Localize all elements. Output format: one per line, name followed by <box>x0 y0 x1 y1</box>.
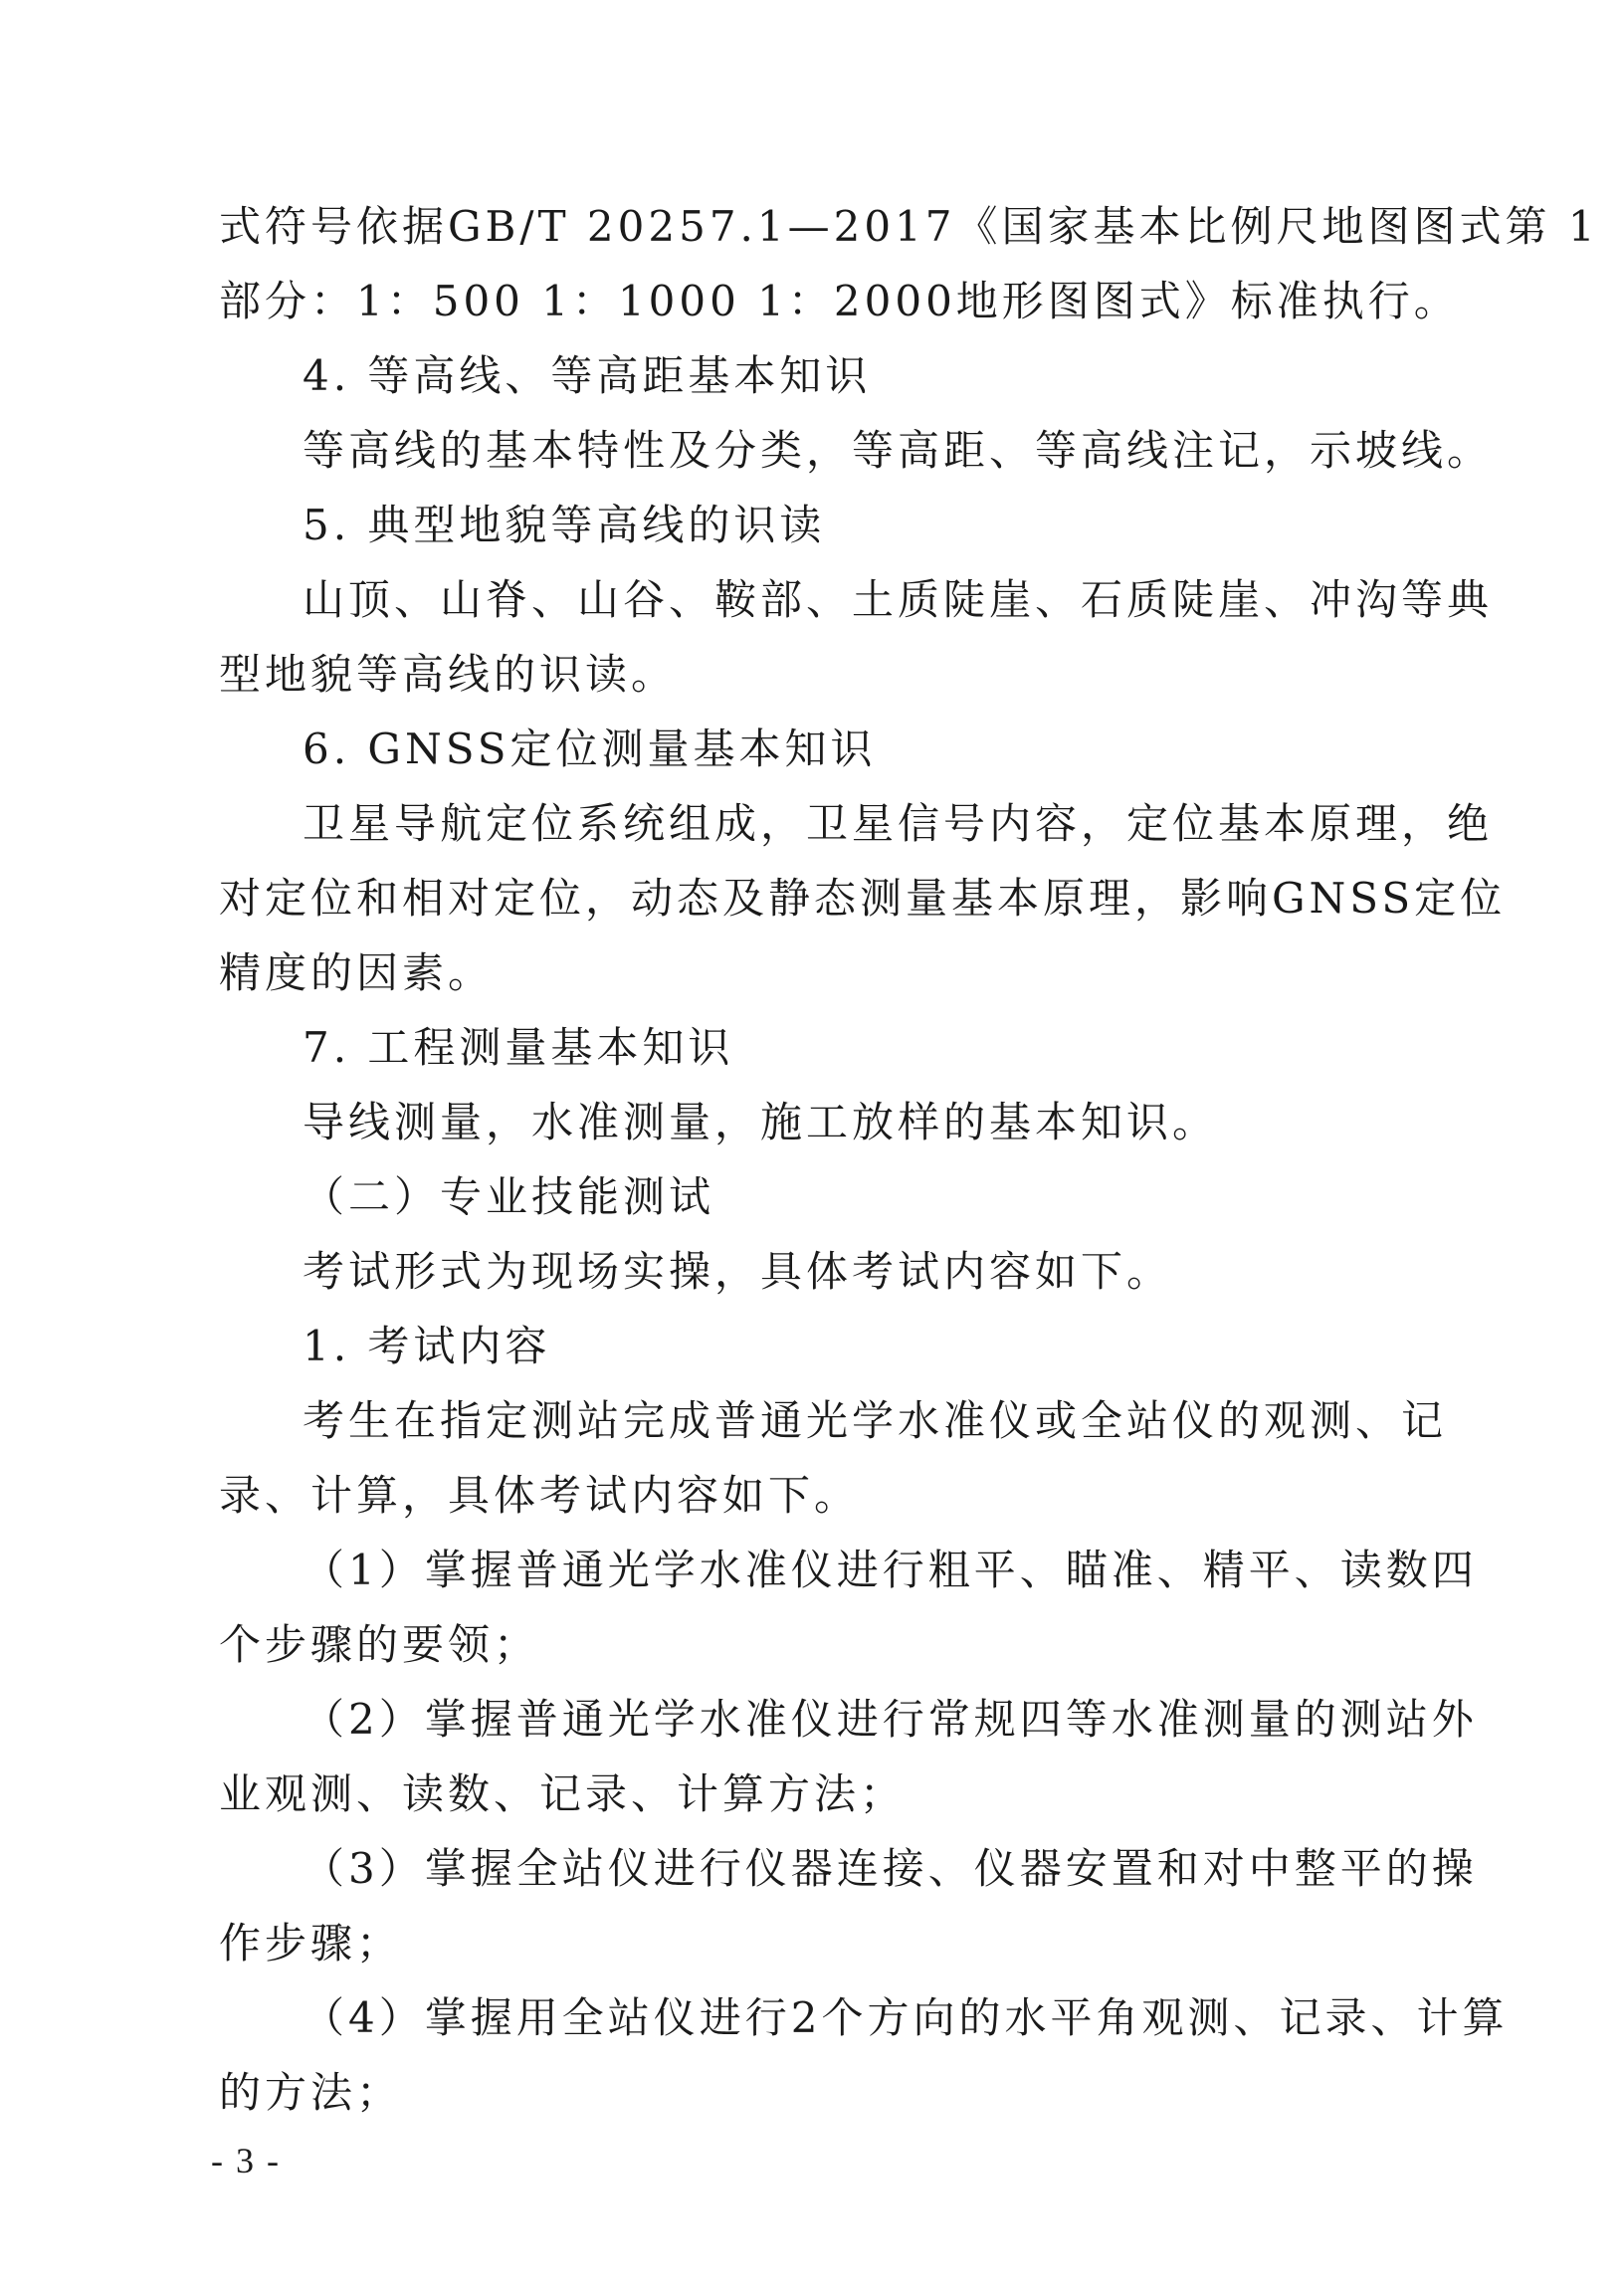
page-number: - 3 - <box>211 2141 281 2180</box>
text-line: （2）掌握普通光学水准仪进行常规四等水准测量的测站外 <box>303 1695 1478 1744</box>
text-line: （4）掌握用全站仪进行2个方向的水平角观测、记录、计算 <box>303 1993 1509 2042</box>
text-line: （二）专业技能测试 <box>303 1172 715 1221</box>
text-line: 录、计算，具体考试内容如下。 <box>219 1471 861 1520</box>
text-line: 个步骤的要领； <box>219 1620 540 1669</box>
text-line: 卫星导航定位系统组成，卫星信号内容，定位基本原理，绝 <box>303 799 1494 848</box>
text-line: 作步骤； <box>219 1919 403 1968</box>
text-line: 6. GNSS定位测量基本知识 <box>303 725 877 773</box>
text-line: 精度的因素。 <box>219 948 495 997</box>
text-line: 4. 等高线、等高距基本知识 <box>303 351 872 400</box>
text-line: 考试形式为现场实操，具体考试内容如下。 <box>303 1247 1173 1296</box>
text-line: 式符号依据GB/T 20257.1—2017《国家基本比例尺地图图式第 1 <box>219 202 1599 251</box>
text-line: 等高线的基本特性及分类，等高距、等高线注记，示坡线。 <box>303 426 1494 475</box>
text-line: 对定位和相对定位，动态及静态测量基本原理，影响GNSS定位 <box>219 874 1507 923</box>
text-line: 的方法； <box>219 2068 403 2117</box>
text-line: （1）掌握普通光学水准仪进行粗平、瞄准、精平、读数四 <box>303 1546 1478 1594</box>
text-line: 导线测量，水准测量，施工放样的基本知识。 <box>303 1098 1219 1146</box>
text-line: 考生在指定测站完成普通光学水准仪或全站仪的观测、记 <box>303 1396 1448 1445</box>
text-line: （3）掌握全站仪进行仪器连接、仪器安置和对中整平的操 <box>303 1844 1478 1893</box>
text-line: 7. 工程测量基本知识 <box>303 1023 734 1072</box>
text-line: 1. 考试内容 <box>303 1322 551 1370</box>
text-line: 5. 典型地貌等高线的识读 <box>303 501 826 549</box>
document-body <box>219 189 1599 2130</box>
text-line: 型地貌等高线的识读。 <box>219 650 678 699</box>
text-line: 山顶、山脊、山谷、鞍部、土质陡崖、石质陡崖、冲沟等典 <box>303 575 1494 624</box>
text-line: 部分：1：500 1：1000 1：2000地形图图式》标准执行。 <box>219 277 1460 325</box>
text-line: 业观测、读数、记录、计算方法； <box>219 1769 907 1818</box>
